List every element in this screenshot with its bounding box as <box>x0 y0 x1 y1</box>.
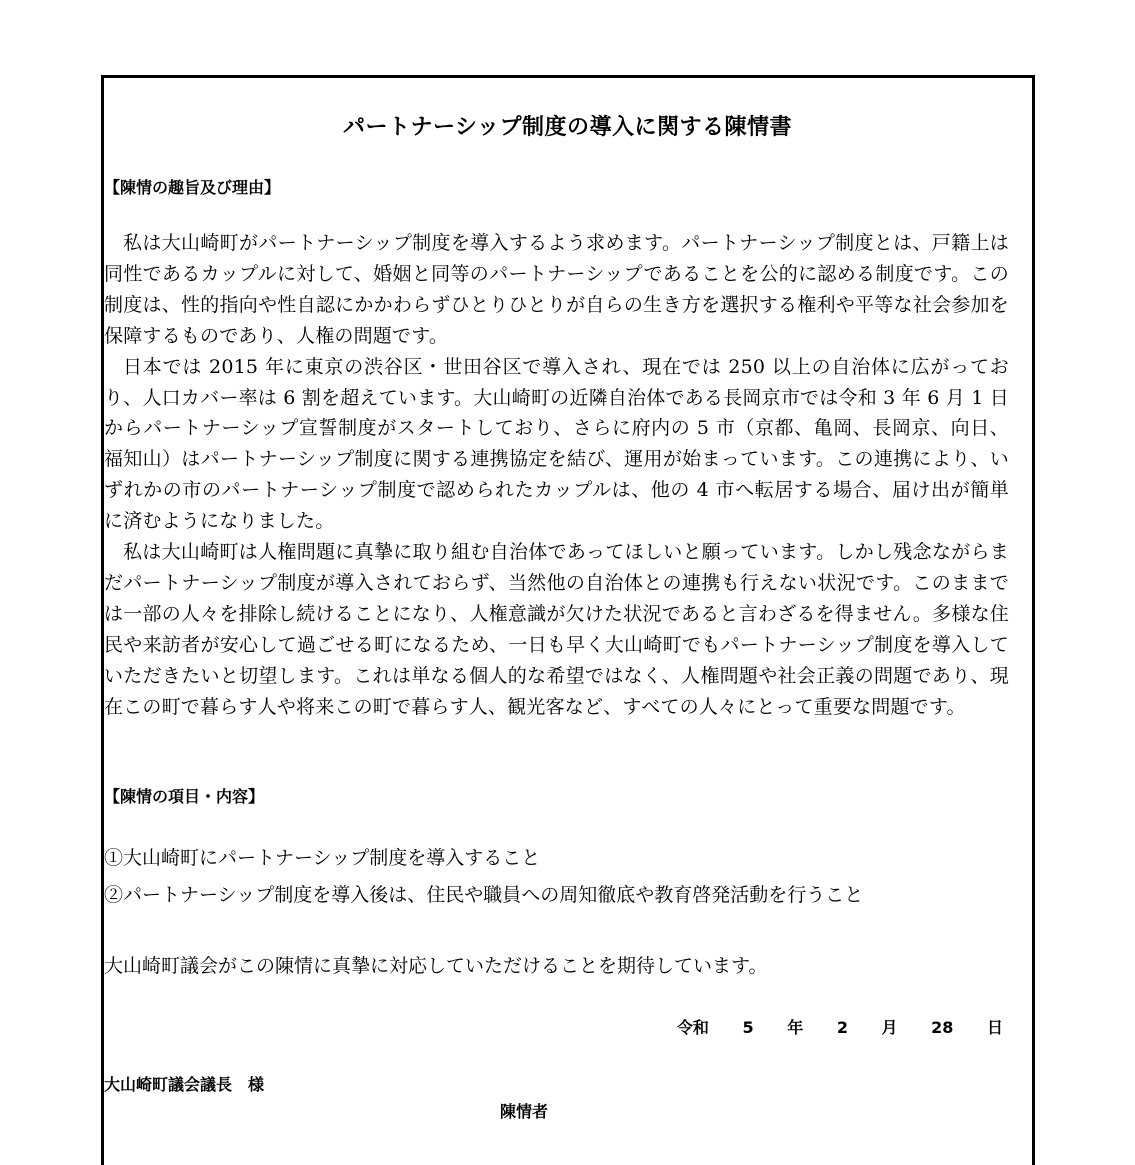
section-heading-purpose: 【陳情の趣旨及び理由】 <box>104 178 281 197</box>
document-date <box>677 1015 1003 1038</box>
date-month-unit: 月 <box>881 1018 898 1037</box>
closing-statement: 大山崎町議会がこの陳情に真摯に対応していただけることを期待しています。 <box>104 955 768 977</box>
paragraph-3: 私は大山崎町は人権問題に真摯に取り組む自治体であってほしいと願っています。しかし残念ながらまだパートナーシップ制度が導入されておらず、当然他の自治体との連携も行えない状況です。このままでは一部の人々を排除し続けることになり、人権意識が欠けた状況であると言わざるを得ません。多様な住民や来訪者が安心して過ごせる町になるため、一日も早く大山崎町でもパートナーシップ制度を導入していただきたいと切望します。これは単なる個人的な希望ではなく、人権問題や社会正義の問題であり、現在この町で暮らす人や将来この町で暮らす人、観光客など、すべての人々にとって重要な問題です。 <box>104 541 1009 718</box>
body-paragraphs <box>104 228 1009 723</box>
date-year-unit: 年 <box>787 1018 804 1037</box>
date-year: 5 <box>742 1018 754 1037</box>
petition-item-2: ②パートナーシップ制度を導入後は、住民や職員への周知徹底や教育啓発活動を行うこと <box>104 884 864 906</box>
addressee: 大山崎町議会議長 様 <box>104 1075 265 1094</box>
section-heading-items: 【陳情の項目・内容】 <box>104 787 265 806</box>
date-month: 2 <box>836 1018 848 1037</box>
paragraph-2: 日本では 2015 年に東京の渋谷区・世田谷区で導入され、現在では 250 以上の自治体に広がっており、人口カバー率は 6 割を超えています。大山崎町の近隣自治体である長岡京市では令和 3 年 6 月 1 日からパートナーシップ宣誓制度がスタートしており、さらに府内の 5 市（京都、亀岡、長岡京、向日、福知山）はパートナーシップ制度に関する連携協定を結び、運用が始まっています。この連携により、いずれかの市のパートナーシップ制度で認められたカップルは、他の 4 市へ転居する場合、届け出が簡単に済むようになりました。 <box>104 355 1009 533</box>
date-day: 28 <box>931 1018 954 1037</box>
date-day-unit: 日 <box>986 1018 1003 1037</box>
paragraph-1: 私は大山崎町がパートナーシップ制度を導入するよう求めます。パートナーシップ制度とは、戸籍上は同性であるカップルに対して、婚姻と同等のパートナーシップであることを公的に認める制度です。この制度は、性的指向や性自認にかかわらずひとりひとりが自らの生き方を選択する権利や平等な社会参加を保障するものであり、人権の問題です。 <box>104 232 1009 347</box>
document-title: パートナーシップ制度の導入に関する陳情書 <box>342 115 793 140</box>
petitioner-label: 陳情者 <box>500 1102 549 1121</box>
petition-item-1: ①大山崎町にパートナーシップ制度を導入すること <box>104 847 541 869</box>
date-era: 令和 <box>676 1018 709 1037</box>
